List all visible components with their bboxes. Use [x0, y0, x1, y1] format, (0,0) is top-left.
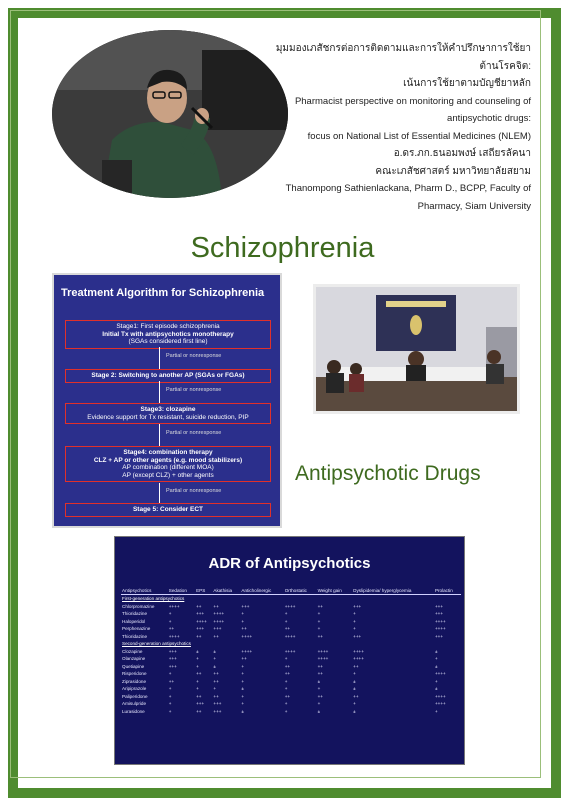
adr-rating-cell: ± — [317, 708, 321, 714]
adr-rating-cell: + — [213, 656, 217, 662]
drug-name-cell: Ziprasidone — [122, 678, 147, 684]
adr-rating-cell: +++ — [353, 603, 362, 609]
adr-rating-cell: ++++ — [434, 626, 446, 632]
adr-rating-cell: ++++ — [353, 648, 364, 654]
adr-rating-cell: ++++ — [434, 693, 446, 699]
header-line-7: คณะเภสัชศาสตร์ มหาวิทยาลัยสยาม — [375, 165, 531, 177]
adr-rating-cell: + — [353, 611, 356, 617]
adr-rating-cell: ++++ — [434, 618, 446, 624]
adr-rating-cell: ++ — [241, 656, 247, 662]
table-row — [121, 603, 461, 611]
adr-rating-cell: ± — [196, 648, 199, 654]
adr-rating-cell: + — [168, 686, 172, 692]
adr-rating-cell: ++ — [317, 693, 323, 699]
adr-rating-cell: + — [434, 678, 438, 684]
adr-rating-cell: ± — [241, 686, 244, 692]
adr-rating-cell: ++++ — [284, 633, 296, 639]
adr-rating-cell: + — [284, 686, 288, 692]
drug-name-cell: Quetiapine — [122, 663, 145, 669]
adr-rating-cell: + — [434, 656, 438, 662]
adr-rating-cell: +++ — [168, 648, 177, 654]
adr-rating-cell: ++++ — [353, 656, 364, 662]
adr-section-row — [121, 595, 461, 603]
adr-rating-cell: + — [196, 678, 199, 684]
main-title: Schizophrenia — [190, 232, 375, 264]
adr-rating-cell: ± — [434, 648, 438, 654]
drug-name-cell: Clozapine — [122, 648, 143, 654]
adr-rating-cell: + — [284, 611, 288, 617]
adr-rating-cell: ± — [241, 708, 244, 714]
adr-header-row — [121, 587, 461, 595]
adr-rating-cell: ++ — [213, 678, 219, 684]
arrow-label-3: Partial or nonresponse — [166, 430, 222, 436]
adr-rating-cell: ++ — [196, 708, 202, 714]
arrow-3 — [159, 424, 160, 446]
adr-rating-cell: +++ — [213, 701, 222, 707]
arrow-1 — [159, 347, 160, 369]
adr-rating-cell: ++ — [284, 671, 291, 677]
stage3-line-1: Stage3: clozapine — [140, 406, 196, 413]
adr-rating-cell: + — [317, 626, 321, 632]
stage4-line-2: CLZ + AP or other agents (e.g. mood stabilizers) — [93, 456, 243, 464]
adr-rating-cell: +++ — [434, 633, 444, 639]
drug-name-cell: Thioridazine — [122, 633, 148, 639]
adr-rating-cell: + — [241, 671, 245, 677]
adr-rating-cell: +++ — [196, 626, 205, 632]
stage1-line-1: Stage1: First episode schizophrenia — [116, 323, 220, 330]
adr-rating-cell: +++ — [434, 611, 444, 617]
adr-rating-cell: + — [317, 686, 321, 692]
stage4-line-4: AP (except CLZ) + other agents — [122, 471, 214, 479]
drug-name-cell: Lurasidone — [122, 708, 145, 714]
adr-rating-cell: +++ — [196, 701, 205, 707]
drug-name-cell: Risperidone — [122, 671, 147, 677]
speaker-photo — [52, 30, 288, 198]
adr-rating-cell: + — [317, 618, 321, 624]
table-row — [121, 625, 461, 633]
table-row — [121, 610, 461, 618]
adr-header-cell: Sedation — [168, 587, 195, 595]
adr-rating-cell: ++ — [168, 626, 175, 632]
table-row — [121, 648, 461, 656]
adr-rating-cell: ++ — [317, 671, 323, 677]
adr-rating-cell: + — [284, 678, 288, 684]
adr-header-cell: Weight gain — [317, 587, 353, 595]
adr-header-cell: Orthostatic — [284, 587, 317, 595]
adr-rating-cell: ++++ — [284, 648, 296, 654]
drug-name-cell: Thioridazine — [122, 611, 148, 617]
adr-rating-cell: ++++ — [213, 611, 225, 617]
table-row — [121, 685, 461, 693]
adr-section-label: First-generation antipsychotics — [122, 596, 185, 602]
adr-rating-cell: ++++ — [168, 603, 180, 609]
adr-rating-cell: ++++ — [196, 618, 207, 624]
header-line-2: เน้นการใช้ยาตามบัญชียาหลัก — [403, 78, 531, 89]
adr-rating-cell: ++++ — [213, 618, 225, 624]
algorithm-title: Treatment Algorithm for Schizophrenia — [61, 287, 265, 299]
header-text — [271, 40, 531, 215]
adr-rating-cell: ± — [353, 708, 356, 714]
adr-rating-cell: ++++ — [434, 671, 446, 677]
adr-rating-cell: + — [317, 611, 321, 617]
adr-rating-cell: + — [213, 686, 217, 692]
adr-rating-cell: + — [196, 656, 199, 662]
arrow-2 — [159, 381, 160, 403]
sub-title: Antipsychotic Drugs — [295, 462, 481, 485]
drug-name-cell: Amisulpride — [122, 701, 146, 707]
drug-name-cell: Perphenazine — [122, 626, 151, 632]
drug-name-cell: Haloperidol — [122, 618, 146, 624]
table-row — [121, 693, 461, 701]
adr-rating-cell: +++ — [196, 611, 205, 617]
adr-rating-cell: ++ — [317, 633, 323, 639]
adr-slide — [114, 536, 465, 765]
adr-header-cell: Dyslipidemia/ hyperglycemia — [352, 587, 434, 595]
adr-rating-cell: + — [241, 618, 245, 624]
adr-table-body — [121, 595, 461, 716]
adr-rating-cell: ++ — [284, 663, 291, 669]
adr-header-cell: Akathisia — [212, 587, 240, 595]
stage2-box: Stage 2: Switching to another AP (SGAs or FGAs) — [65, 369, 271, 383]
adr-rating-cell: +++ — [213, 626, 222, 632]
adr-rating-cell: + — [241, 611, 245, 617]
adr-rating-cell: +++ — [168, 663, 177, 669]
header-line-3: Pharmacist perspective on monitoring and counseling of — [294, 95, 531, 107]
adr-rating-cell: + — [168, 708, 172, 714]
adr-rating-cell: + — [241, 693, 245, 699]
drug-name-cell: Chlorpromazine — [122, 603, 155, 609]
header-line-4: antipsychotic drugs: — [447, 113, 531, 124]
adr-rating-cell: ± — [434, 686, 438, 692]
adr-rating-cell: +++ — [434, 603, 444, 609]
adr-rating-cell: +++ — [168, 656, 177, 662]
adr-rating-cell: + — [284, 656, 288, 662]
stage4-box — [65, 446, 271, 482]
adr-rating-cell: ++++ — [434, 701, 446, 707]
drug-name-cell: Paliperidone — [122, 693, 148, 699]
adr-rating-cell: ± — [317, 678, 321, 684]
adr-rating-cell: + — [317, 701, 321, 707]
stage4-line-3: AP combination (different MOA) — [122, 464, 214, 471]
drug-name-cell: Olanzapine — [122, 656, 146, 662]
adr-rating-cell: ± — [213, 663, 216, 669]
adr-rating-cell: ++ — [196, 671, 202, 677]
arrow-label-1: Partial or nonresponse — [166, 353, 222, 359]
adr-rating-cell: + — [168, 611, 172, 617]
stage1-line-2: Initial Tx with antipsychotics monotherapy — [102, 330, 234, 338]
stage1-line-3: (SGAs considered first line) — [128, 338, 208, 345]
adr-header-cell: Antipsychotics — [121, 587, 168, 595]
adr-rating-cell: + — [168, 701, 172, 707]
adr-rating-cell: ++ — [213, 633, 219, 639]
adr-rating-cell: + — [241, 678, 245, 684]
adr-rating-cell: ++ — [213, 693, 219, 699]
arrow-4 — [159, 483, 160, 503]
adr-section-row — [121, 640, 461, 648]
adr-rating-cell: + — [353, 701, 356, 707]
stage3-box — [65, 403, 271, 424]
adr-rating-cell: ± — [353, 686, 356, 692]
table-row — [121, 670, 461, 678]
header-line-1: มุมมองเภสัชกรต่อการติดตามและการให้คำปรึกษาการใช้ยาต้านโรคจิต: — [275, 43, 531, 72]
adr-rating-cell: ++++ — [241, 648, 253, 654]
adr-rating-cell: ++++ — [317, 648, 329, 654]
adr-rating-cell: ++ — [196, 693, 202, 699]
adr-rating-cell: + — [241, 701, 245, 707]
adr-header-cell: Prolactin — [434, 587, 461, 595]
adr-table — [121, 587, 461, 715]
adr-rating-cell: ++ — [353, 663, 359, 669]
table-row — [121, 678, 461, 686]
header-line-9: Pharmacy, Siam University — [417, 200, 531, 212]
arrow-label-4: Partial or nonresponse — [166, 488, 222, 494]
adr-rating-cell: ++ — [213, 671, 219, 677]
adr-rating-cell: ++++ — [168, 633, 180, 639]
adr-rating-cell: + — [168, 671, 172, 677]
adr-rating-cell: + — [353, 671, 356, 677]
adr-section-label: Second-generation antipsychotics — [122, 641, 191, 647]
adr-rating-cell: ++++ — [284, 603, 296, 609]
adr-rating-cell: ± — [213, 648, 216, 654]
adr-rating-cell: + — [284, 701, 288, 707]
adr-title: ADR of Antipsychotics — [208, 555, 371, 572]
adr-rating-cell: + — [196, 663, 199, 669]
adr-rating-cell: ++ — [196, 633, 202, 639]
adr-rating-cell: +++ — [213, 708, 222, 714]
adr-rating-cell: ++++ — [241, 633, 253, 639]
adr-rating-cell: ++ — [284, 626, 291, 632]
header-line-6: อ.ดร.ภก.ธนอมพงษ์ เสถียรลัคนา — [393, 148, 531, 159]
adr-rating-cell: ++ — [353, 693, 359, 699]
adr-rating-cell: + — [241, 663, 245, 669]
adr-header-cell: Anticholinergic — [240, 587, 283, 595]
stage3-line-2: Evidence support for Tx resistant, suicide reduction, PIP — [87, 413, 249, 421]
adr-rating-cell: ++ — [317, 603, 323, 609]
stage5-box: Stage 5: Consider ECT — [65, 503, 271, 517]
table-row — [121, 708, 461, 716]
adr-rating-cell: + — [196, 686, 199, 692]
header-line-8: Thanompong Sathienlackana, Pharm D., BCPP, Faculty of — [285, 183, 531, 194]
adr-rating-cell: + — [353, 618, 356, 624]
stage1-box — [65, 320, 271, 349]
table-row — [121, 633, 461, 641]
stage4-line-1: Stage4: combination therapy — [123, 449, 213, 456]
adr-header-cell: EPS — [195, 587, 212, 595]
adr-rating-cell: + — [284, 708, 288, 714]
adr-rating-cell: +++ — [353, 633, 362, 639]
adr-rating-cell: + — [434, 708, 438, 714]
adr-rating-cell: ++++ — [317, 656, 329, 662]
adr-rating-cell: + — [284, 618, 288, 624]
table-row — [121, 618, 461, 626]
adr-rating-cell: ++ — [241, 626, 247, 632]
adr-rating-cell: ± — [434, 663, 438, 669]
adr-rating-cell: ++ — [196, 603, 202, 609]
adr-rating-cell: + — [168, 618, 172, 624]
table-row — [121, 700, 461, 708]
meeting-photo — [313, 284, 520, 414]
adr-rating-cell: +++ — [241, 603, 250, 609]
header-line-5: focus on National List of Essential Medicines (NLEM) — [307, 130, 531, 142]
table-row — [121, 663, 461, 671]
treatment-algorithm-slide — [52, 273, 282, 528]
drug-name-cell: Aripiprazole — [122, 686, 147, 692]
adr-rating-cell: + — [353, 626, 356, 632]
table-row — [121, 655, 461, 663]
adr-rating-cell: ++ — [317, 663, 323, 669]
adr-rating-cell: ++ — [168, 678, 175, 684]
adr-rating-cell: ± — [353, 678, 356, 684]
adr-rating-cell: + — [168, 693, 172, 699]
adr-rating-cell: ++ — [284, 693, 291, 699]
arrow-label-2: Partial or nonresponse — [166, 387, 222, 393]
adr-rating-cell: ++ — [213, 603, 219, 609]
